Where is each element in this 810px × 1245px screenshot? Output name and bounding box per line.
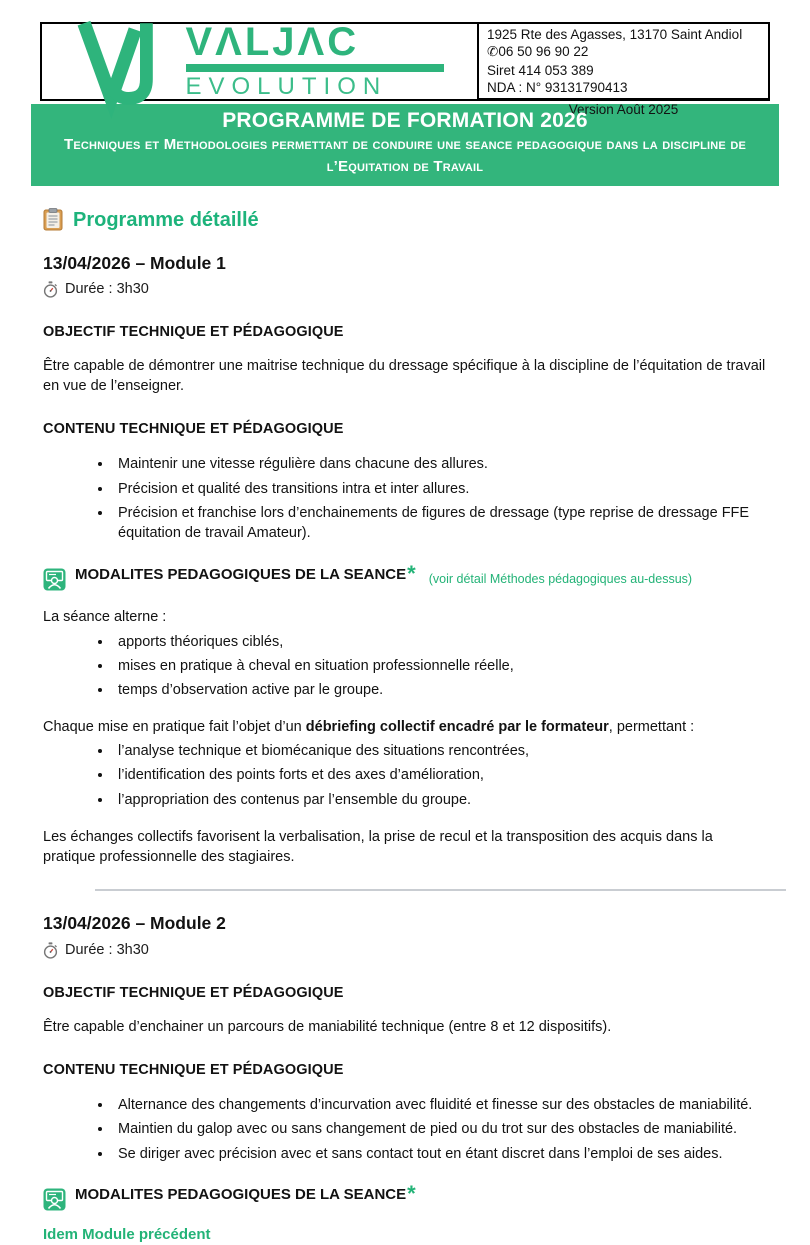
list-item: • Précision et qualité des transitions intra et inter allures. [113, 479, 768, 499]
module-2-title: 13/04/2026 – Module 2 [43, 913, 226, 934]
module-1-objectif-heading: OBJECTIF TECHNIQUE ET PÉDAGOGIQUE [43, 324, 344, 341]
siret-line: Siret 414 053 389 [487, 62, 594, 78]
logo-text [185, 20, 444, 101]
stopwatch-icon [43, 281, 58, 298]
phone-icon: ✆ [487, 44, 499, 61]
logo [42, 20, 479, 101]
debrief-bold-text: débriefing collectif encadré par le formateur [305, 718, 609, 735]
brand-name: VΛLJΛC [185, 20, 360, 65]
module-2-modalites-row [43, 1181, 768, 1215]
list-item: • Précision et franchise lors d’enchainements de figures de dressage (type reprise de dressage FFE équitation de travail Amateur). [113, 503, 768, 544]
list-item: • mises en pratique à cheval en situation professionnelle réelle, [113, 656, 768, 676]
list-item: • Se diriger avec précision avec et sans contact tout en étant discret dans l’emploi de ses aides. [113, 1144, 768, 1164]
section-heading-row [43, 206, 768, 234]
module-2-objectif-heading: OBJECTIF TECHNIQUE ET PÉDAGOGIQUE [43, 985, 344, 1002]
module-1-seance-list [43, 632, 768, 701]
brand-underline [186, 64, 444, 72]
module-divider [95, 889, 786, 891]
module-1-closing-text: Les échanges collectifs favorisent la verbalisation, la prise de recul et la transposition des acquis dans la pratique professionnelle des stagiaires. [43, 828, 713, 866]
module-1-contenu-list [43, 454, 768, 543]
version-label: Version Août 2025 [568, 102, 679, 118]
module-2-duration-row [43, 940, 768, 960]
list-item: • Maintien du galop avec ou sans changement de pied ou du trot sur des obstacles de maniabilité. [113, 1119, 768, 1139]
program-subtitle: Techniques et Methodologies permettant de conduire une seance pedagogique dans la discipline de l’Equitation de Travail [63, 136, 747, 175]
stopwatch-icon [43, 942, 58, 959]
phone-number: 06 50 96 90 22 [498, 44, 589, 60]
document-page [0, 20, 810, 1243]
address-line: 1925 Rte des Agasses, 13170 Saint Andiol [487, 27, 743, 42]
header [40, 20, 770, 118]
module-1-objectif-text: Être capable de démontrer une maitrise technique du dressage spécifique à la discipline de l’équitation de travail en vue de l’enseigner. [43, 357, 766, 394]
module-1-title: 13/04/2026 – Module 1 [43, 252, 226, 273]
nda-line: NDA : N° 93131790413 [487, 79, 628, 95]
vj-monogram-icon [76, 20, 172, 104]
module-2-idem-note: Idem Module précédent [43, 1225, 211, 1243]
teacher-icon [43, 1188, 66, 1211]
list-item: • l’analyse technique et biomécanique des situations rencontrées, [113, 741, 768, 761]
module-2-contenu-heading: CONTENU TECHNIQUE ET PÉDAGOGIQUE [43, 1061, 344, 1078]
list-item: • l’appropriation des contenus par l’ensemble du groupe. [113, 790, 768, 810]
clipboard-icon [43, 208, 63, 231]
module-1-debrief-intro: Chaque mise en pratique fait l’objet d’un débriefing collectif encadré par le formateur, permettant : [43, 718, 695, 735]
header-info [479, 24, 768, 118]
section-title: Programme détaillé [73, 208, 259, 231]
module-2-objectif-text: Être capable d’enchainer un parcours de maniabilité technique (entre 8 et 12 dispositifs). [43, 1018, 612, 1035]
module-1-duration: Durée : 3h30 [65, 281, 149, 297]
module-1-duration-row [43, 279, 768, 299]
list-item: • apports théoriques ciblés, [113, 632, 768, 652]
module-1-modalites-heading: MODALITES PEDAGOGIQUES DE LA SEANCE* [75, 560, 416, 586]
teacher-icon [43, 568, 66, 591]
contact-block [479, 24, 768, 100]
module-2-contenu-list [43, 1095, 768, 1164]
asterisk-marker: * [407, 1181, 416, 1207]
module-1-debrief-list [43, 741, 768, 810]
document-body [0, 186, 810, 1245]
brand-tagline: EVOLUTION [185, 73, 388, 101]
module-1-seance-intro: La séance alterne : [43, 609, 167, 626]
list-item: • Alternance des changements d’incurvation avec fluidité et finesse sur des obstacles de maniabilité. [113, 1095, 768, 1115]
asterisk-marker: * [407, 560, 416, 586]
module-1-contenu-heading: CONTENU TECHNIQUE ET PÉDAGOGIQUE [43, 421, 344, 438]
phone-line [487, 43, 760, 61]
list-item: • l’identification des points forts et des axes d’amélioration, [113, 765, 768, 785]
module-1-modalites-note: (voir détail Méthodes pédagogiques au-dessus) [428, 572, 693, 587]
module-1-modalites-row [43, 560, 768, 595]
program-title: PROGRAMME DE FORMATION 2026 [222, 109, 588, 132]
list-item: • temps d’observation active par le groupe. [113, 680, 768, 700]
module-2-duration: Durée : 3h30 [65, 941, 149, 958]
module-2-modalites-heading: MODALITES PEDAGOGIQUES DE LA SEANCE* [75, 1181, 416, 1207]
list-item: • Maintenir une vitesse régulière dans chacune des allures. [113, 454, 768, 474]
